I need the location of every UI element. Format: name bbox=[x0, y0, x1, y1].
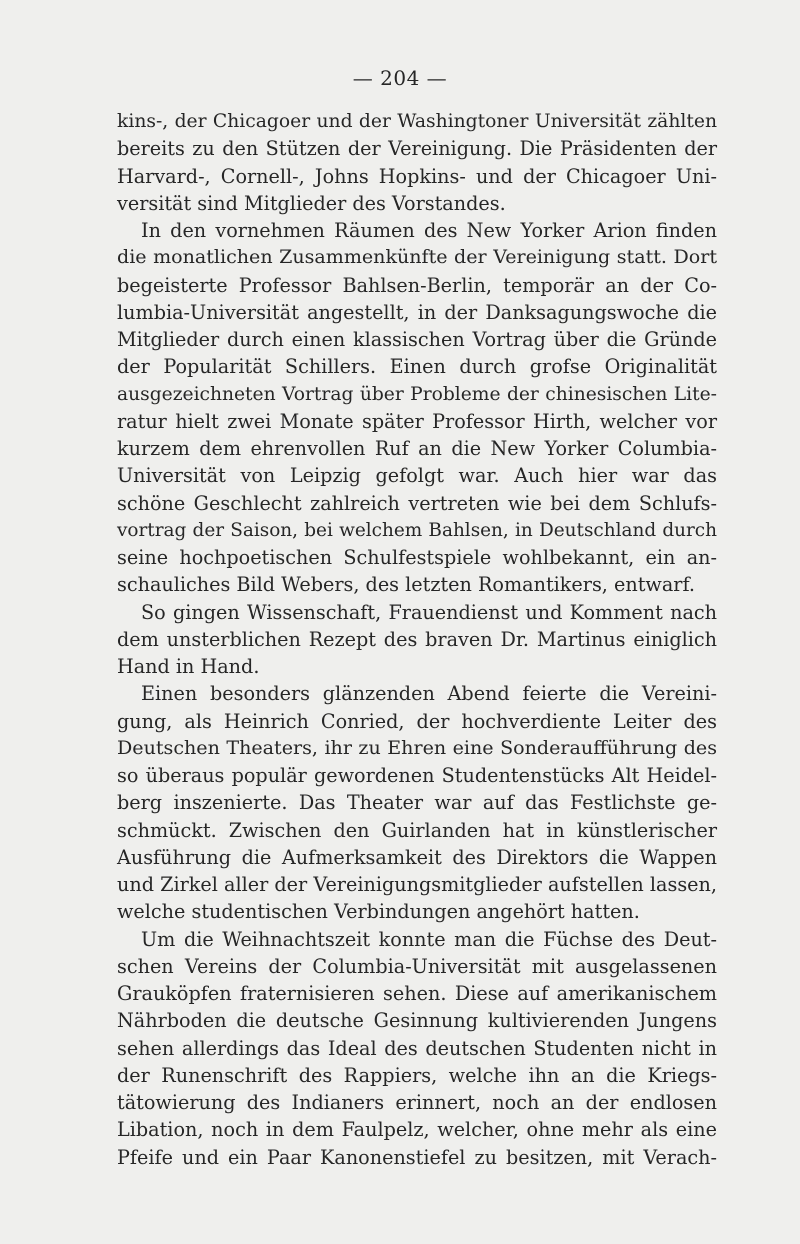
text-line: Einen besonders glänzenden Abend feierte die Vereini- bbox=[141, 682, 717, 706]
text-line: versität sind Mitglieder des Vorstandes. bbox=[117, 191, 506, 215]
text-line: der Popularität Schillers. Einen durch grofse Originalität bbox=[117, 355, 717, 379]
text-line: vortrag der Saison, bei welchem Bahlsen, in Deutschland durch bbox=[117, 519, 717, 541]
text-line: begeisterte Professor Bahlsen-Berlin, temporär an der Co- bbox=[117, 273, 717, 297]
text-line: sehen allerdings das Ideal des deutschen Studenten nicht in bbox=[117, 1036, 717, 1060]
text-line: kins-, der Chicagoer und der Washingtoner Universität zählten bbox=[117, 111, 717, 132]
text-line: der Runenschrift des Rappiers, welche ihn an die Kriegs- bbox=[117, 1063, 717, 1087]
text-line: Hand in Hand. bbox=[117, 655, 260, 678]
text-line: Mitglieder durch einen klassischen Vortrag über die Gründe bbox=[117, 328, 717, 351]
text-line: seine hochpoetischen Schulfestspiele wohlbekannt, ein an- bbox=[117, 546, 717, 569]
text-line: Universität von Leipzig gefolgt war. Auch hier war das bbox=[117, 464, 717, 488]
text-line: lumbia-Universität angestellt, in der Danksagungswoche die bbox=[117, 300, 717, 324]
text-line: und Zirkel aller der Vereinigungsmitglieder aufstellen lassen, bbox=[117, 873, 717, 896]
text-line: welche studentischen Verbindungen angehört hatten. bbox=[117, 900, 640, 924]
text-line: bereits zu den Stützen der Vereinigung. Die Präsidenten der bbox=[117, 137, 717, 161]
page-number: — 204 — bbox=[352, 66, 448, 90]
text-line: Ausführung die Aufmerksamkeit des Direktors die Wappen bbox=[117, 845, 717, 869]
text-line: ausgezeichneten Vortrag über Probleme der chinesischen Lite- bbox=[117, 383, 717, 405]
text-line: kurzem dem ehrenvollen Ruf an die New Yorker Columbia- bbox=[117, 437, 717, 460]
text-line: Um die Weihnachtszeit konnte man die Füchse des Deut- bbox=[141, 927, 717, 951]
text-line: so überaus populär gewordenen Studentenstücks Alt Heidel- bbox=[117, 764, 717, 787]
text-line: gung, als Heinrich Conried, der hochverdiente Leiter des bbox=[117, 709, 717, 733]
text-line: schen Vereins der Columbia-Universität mit ausgelassenen bbox=[117, 954, 717, 978]
text-line: schöne Geschlecht zahlreich vertreten wie bei dem Schlufs- bbox=[117, 491, 717, 515]
text-line: schmückt. Zwischen den Guirlanden hat in künstlerischer bbox=[117, 818, 717, 842]
text-line: die monatlichen Zusammenkünfte der Vereinigung statt. Dort bbox=[117, 246, 717, 269]
text-line: berg inszenierte. Das Theater war auf das Festlichste ge- bbox=[117, 791, 717, 815]
text-line: schauliches Bild Webers, des letzten Romantikers, entwarf. bbox=[117, 573, 695, 597]
text-line: Harvard-, Cornell-, Johns Hopkins- und der Chicagoer Uni- bbox=[117, 164, 717, 188]
text-line: Deutschen Theaters, ihr zu Ehren eine Sonderaufführung des bbox=[117, 736, 717, 759]
text-line: Pfeife und ein Paar Kanonenstiefel zu besitzen, mit Verach- bbox=[117, 1145, 717, 1169]
text-line: ratur hielt zwei Monate später Professor Hirth, welcher vor bbox=[117, 409, 717, 433]
text-line: Libation, noch in dem Faulpelz, welcher, ohne mehr als eine bbox=[117, 1118, 717, 1142]
body-text bbox=[117, 108, 717, 1171]
text-line: Nährboden die deutsche Gesinnung kultivierenden Jungens bbox=[117, 1009, 717, 1033]
text-line: dem unsterblichen Rezept des braven Dr. Martinus einiglich bbox=[117, 627, 717, 651]
text-line: Grauköpfen fraternisieren sehen. Diese auf amerikanischem bbox=[117, 982, 717, 1005]
text-line: tätowierung des Indianers erinnert, noch an der endlosen bbox=[117, 1091, 717, 1114]
text-line: In den vornehmen Räumen des New Yorker Arion finden bbox=[141, 219, 717, 242]
text-line: So gingen Wissenschaft, Frauendienst und Komment nach bbox=[141, 600, 717, 624]
